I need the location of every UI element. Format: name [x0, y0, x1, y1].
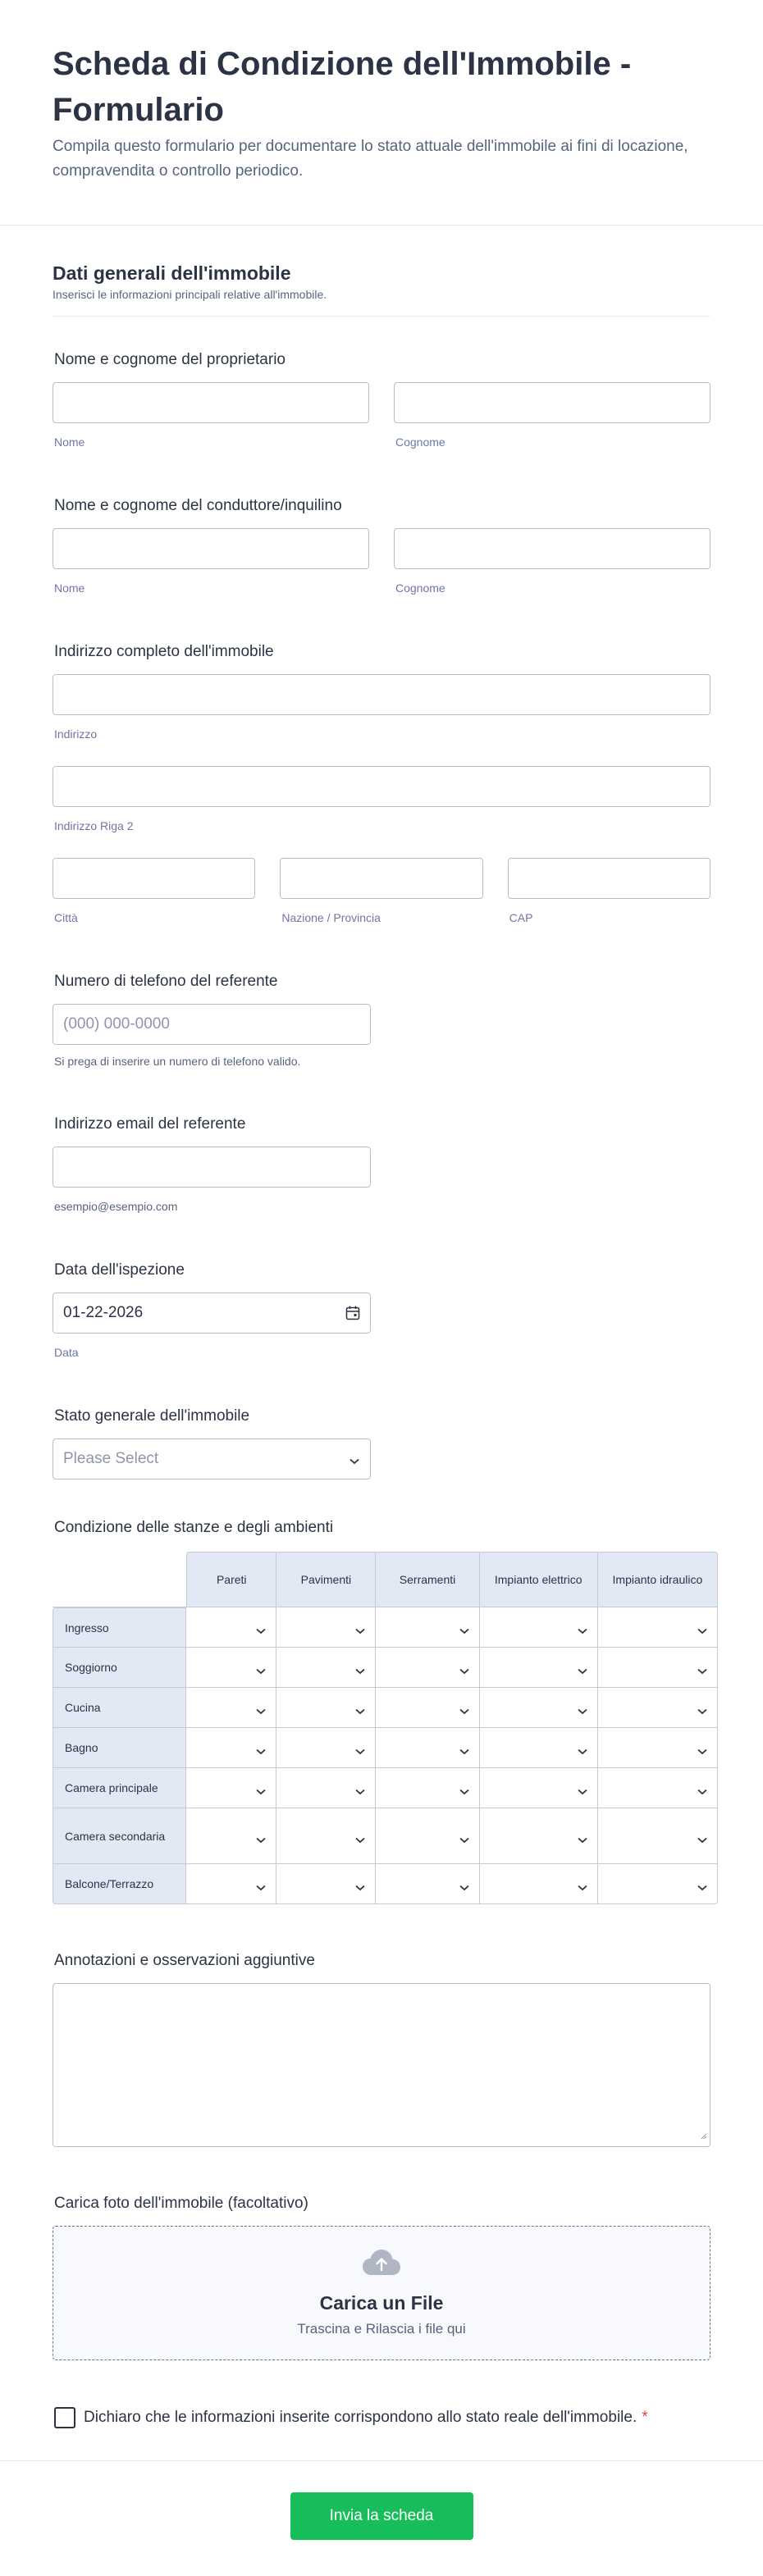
matrix-dropdown[interactable] [276, 1607, 376, 1648]
owner-first-name-input[interactable] [53, 382, 369, 423]
matrix-row-label: Camera principale [53, 1768, 186, 1808]
room-matrix-field [53, 1519, 710, 1904]
matrix-dropdown[interactable] [186, 1768, 276, 1808]
chevron-down-icon [459, 1744, 469, 1758]
matrix-row-label: Cucina [53, 1688, 186, 1728]
condition-label: Stato generale dell'immobile [54, 1407, 250, 1425]
matrix-dropdown[interactable] [186, 1607, 276, 1648]
phone-placeholder: (000) 000-0000 [63, 1015, 170, 1033]
matrix-dropdown[interactable] [480, 1768, 598, 1808]
declaration-checkbox-row[interactable] [53, 2406, 710, 2429]
chevron-down-icon [578, 1624, 587, 1637]
chevron-down-icon [355, 1881, 365, 1894]
matrix-row-label: Camera secondaria [53, 1808, 186, 1864]
chevron-down-icon [697, 1744, 707, 1758]
owner-label: Nome e cognome del proprietario [54, 351, 286, 368]
matrix-row-label: Bagno [53, 1728, 186, 1768]
chevron-down-icon [697, 1704, 707, 1717]
matrix-dropdown[interactable] [480, 1808, 598, 1864]
inspection-date-wrapper [53, 1293, 371, 1334]
zip-sublabel: CAP [509, 911, 533, 924]
calendar-icon[interactable] [345, 1305, 361, 1325]
chevron-down-icon [459, 1833, 469, 1846]
notes-field [53, 1950, 710, 2147]
matrix-row [53, 1728, 718, 1768]
chevron-down-icon [256, 1785, 266, 1798]
phone-label: Numero di telefono del referente [54, 973, 278, 990]
chevron-down-icon [256, 1704, 266, 1717]
matrix-dropdown[interactable] [186, 1728, 276, 1768]
address-field [53, 641, 710, 925]
chevron-down-icon [459, 1664, 469, 1677]
matrix-dropdown[interactable] [186, 1808, 276, 1864]
matrix-dropdown[interactable] [186, 1864, 276, 1904]
cloud-upload-icon [362, 2249, 401, 2281]
chevron-down-icon [350, 1454, 359, 1469]
address-line2-sublabel: Indirizzo Riga 2 [54, 819, 134, 832]
chevron-down-icon [355, 1744, 365, 1758]
chevron-down-icon [256, 1833, 266, 1846]
form-header [0, 0, 763, 226]
matrix-row [53, 1768, 718, 1808]
tenant-label: Nome e cognome del conduttore/inquilino [54, 497, 342, 514]
matrix-dropdown[interactable] [276, 1648, 376, 1688]
upload-label: Carica foto dell'immobile (facoltativo) [54, 2195, 308, 2212]
matrix-dropdown[interactable] [376, 1864, 479, 1904]
chevron-down-icon [578, 1785, 587, 1798]
condition-placeholder: Please Select [63, 1450, 159, 1467]
inspection-date-sublabel: Data [54, 1346, 79, 1359]
email-label: Indirizzo email del referente [54, 1115, 246, 1133]
matrix-dropdown[interactable] [598, 1607, 718, 1648]
matrix-dropdown[interactable] [276, 1688, 376, 1728]
chevron-down-icon [578, 1664, 587, 1677]
chevron-down-icon [697, 1785, 707, 1798]
chevron-down-icon [459, 1624, 469, 1637]
address-line1-input[interactable] [53, 674, 710, 715]
matrix-column-header: Impianto idraulico [598, 1552, 718, 1607]
matrix-dropdown[interactable] [598, 1768, 718, 1808]
email-input[interactable] [53, 1147, 371, 1188]
matrix-dropdown[interactable] [276, 1768, 376, 1808]
matrix-dropdown[interactable] [376, 1728, 479, 1768]
inspection-date-value: 01-22-2026 [63, 1304, 144, 1321]
matrix-row [53, 1607, 718, 1648]
form-footer [0, 2460, 763, 2576]
matrix-dropdown[interactable] [376, 1808, 479, 1864]
form-description: Compila questo formulario per documentare lo stato attuale dell'immobile ai fini di locazione, compravendita o controllo periodico. [53, 138, 688, 180]
matrix-dropdown[interactable] [276, 1728, 376, 1768]
matrix-column-header: Impianto elettrico [480, 1552, 598, 1607]
declaration-text-wrapper [84, 2406, 648, 2429]
chevron-down-icon [578, 1881, 587, 1894]
matrix-row-label: Soggiorno [53, 1648, 186, 1688]
condition-select[interactable] [53, 1438, 371, 1479]
matrix-dropdown[interactable] [480, 1864, 598, 1904]
chevron-down-icon [355, 1785, 365, 1798]
matrix-column-header: Pavimenti [276, 1552, 376, 1607]
matrix-dropdown[interactable] [376, 1768, 479, 1808]
chevron-down-icon [578, 1704, 587, 1717]
form-title: Scheda di Condizione dell'Immobile - Formulario [53, 46, 632, 128]
chevron-down-icon [256, 1664, 266, 1677]
owner-field [53, 349, 710, 449]
matrix-dropdown[interactable] [480, 1648, 598, 1688]
phone-help-text: Si prega di inserire un numero di telefono valido. [54, 1055, 301, 1068]
chevron-down-icon [697, 1833, 707, 1846]
matrix-dropdown[interactable] [598, 1648, 718, 1688]
address-label: Indirizzo completo dell'immobile [54, 643, 274, 660]
chevron-down-icon [355, 1624, 365, 1637]
inspection-date-label: Data dell'ispezione [54, 1261, 185, 1279]
address-line1-sublabel: Indirizzo [54, 727, 98, 741]
tenant-first-name-sublabel: Nome [54, 581, 85, 595]
matrix-dropdown[interactable] [480, 1728, 598, 1768]
file-upload-dropzone[interactable] [53, 2226, 710, 2360]
inspection-date-input[interactable] [53, 1293, 371, 1334]
matrix-dropdown[interactable] [276, 1808, 376, 1864]
matrix-dropdown[interactable] [186, 1648, 276, 1688]
notes-textarea[interactable] [53, 1983, 710, 2147]
chevron-down-icon [256, 1744, 266, 1758]
zip-input[interactable] [508, 858, 710, 899]
matrix-dropdown[interactable] [598, 1808, 718, 1864]
chevron-down-icon [355, 1704, 365, 1717]
province-input[interactable] [280, 858, 482, 899]
section-subtitle: Inserisci le informazioni principali relative all'immobile. [53, 288, 327, 301]
matrix-dropdown[interactable] [376, 1607, 479, 1648]
email-field [53, 1114, 710, 1214]
resize-handle-icon[interactable] [699, 2129, 707, 2144]
inspection-date-field [53, 1260, 710, 1360]
chevron-down-icon [697, 1664, 707, 1677]
matrix-row-label: Balcone/Terrazzo [53, 1864, 186, 1904]
matrix-dropdown[interactable] [376, 1688, 479, 1728]
city-sublabel: Città [54, 911, 78, 924]
declaration-checkbox[interactable] [54, 2407, 75, 2428]
matrix-dropdown[interactable] [186, 1688, 276, 1728]
chevron-down-icon [578, 1833, 587, 1846]
matrix-body [53, 1607, 718, 1904]
room-condition-matrix [53, 1552, 718, 1904]
upload-hint: Trascina e Rilascia i file qui [297, 2321, 466, 2337]
tenant-field [53, 495, 710, 595]
matrix-dropdown[interactable] [276, 1864, 376, 1904]
upload-field [53, 2193, 710, 2360]
phone-field [53, 971, 710, 1068]
matrix-dropdown[interactable] [598, 1728, 718, 1768]
tenant-last-name-sublabel: Cognome [395, 581, 445, 595]
section-title: Dati generali dell'immobile [53, 262, 291, 284]
matrix-dropdown[interactable] [376, 1648, 479, 1688]
chevron-down-icon [355, 1664, 365, 1677]
address-line2-input[interactable] [53, 766, 710, 807]
owner-last-name-sublabel: Cognome [395, 435, 445, 449]
submit-button[interactable]: Invia la scheda [290, 2492, 473, 2540]
matrix-dropdown[interactable] [598, 1688, 718, 1728]
chevron-down-icon [697, 1881, 707, 1894]
chevron-down-icon [355, 1833, 365, 1846]
upload-title: Carica un File [319, 2292, 444, 2314]
matrix-row-label: Ingresso [53, 1607, 186, 1648]
matrix-row [53, 1864, 718, 1904]
matrix-row [53, 1688, 718, 1728]
matrix-corner [53, 1552, 186, 1607]
chevron-down-icon [578, 1744, 587, 1758]
chevron-down-icon [459, 1785, 469, 1798]
form-content [0, 226, 763, 2429]
declaration-text: Dichiaro che le informazioni inserite corrispondono allo stato reale dell'immobile. [84, 2409, 637, 2426]
owner-first-name-sublabel: Nome [54, 435, 85, 449]
email-sublabel: esempio@esempio.com [54, 1200, 178, 1213]
chevron-down-icon [697, 1624, 707, 1637]
matrix-dropdown[interactable] [598, 1864, 718, 1904]
matrix-column-header: Pareti [186, 1552, 276, 1607]
required-asterisk: * [642, 2409, 648, 2426]
owner-last-name-input[interactable] [394, 382, 710, 423]
phone-input[interactable] [53, 1004, 371, 1045]
notes-label: Annotazioni e osservazioni aggiuntive [54, 1952, 315, 1969]
province-sublabel: Nazione / Provincia [281, 911, 381, 924]
room-matrix-label: Condizione delle stanze e degli ambienti [54, 1519, 334, 1536]
matrix-dropdown[interactable] [480, 1688, 598, 1728]
tenant-first-name-input[interactable] [53, 528, 369, 569]
city-input[interactable] [53, 858, 255, 899]
chevron-down-icon [459, 1881, 469, 1894]
matrix-column-header: Serramenti [376, 1552, 479, 1607]
condition-field [53, 1406, 710, 1479]
section-header [53, 260, 710, 317]
chevron-down-icon [256, 1624, 266, 1637]
matrix-dropdown[interactable] [480, 1607, 598, 1648]
chevron-down-icon [256, 1881, 266, 1894]
tenant-last-name-input[interactable] [394, 528, 710, 569]
matrix-row [53, 1808, 718, 1864]
chevron-down-icon [459, 1704, 469, 1717]
matrix-row [53, 1648, 718, 1688]
